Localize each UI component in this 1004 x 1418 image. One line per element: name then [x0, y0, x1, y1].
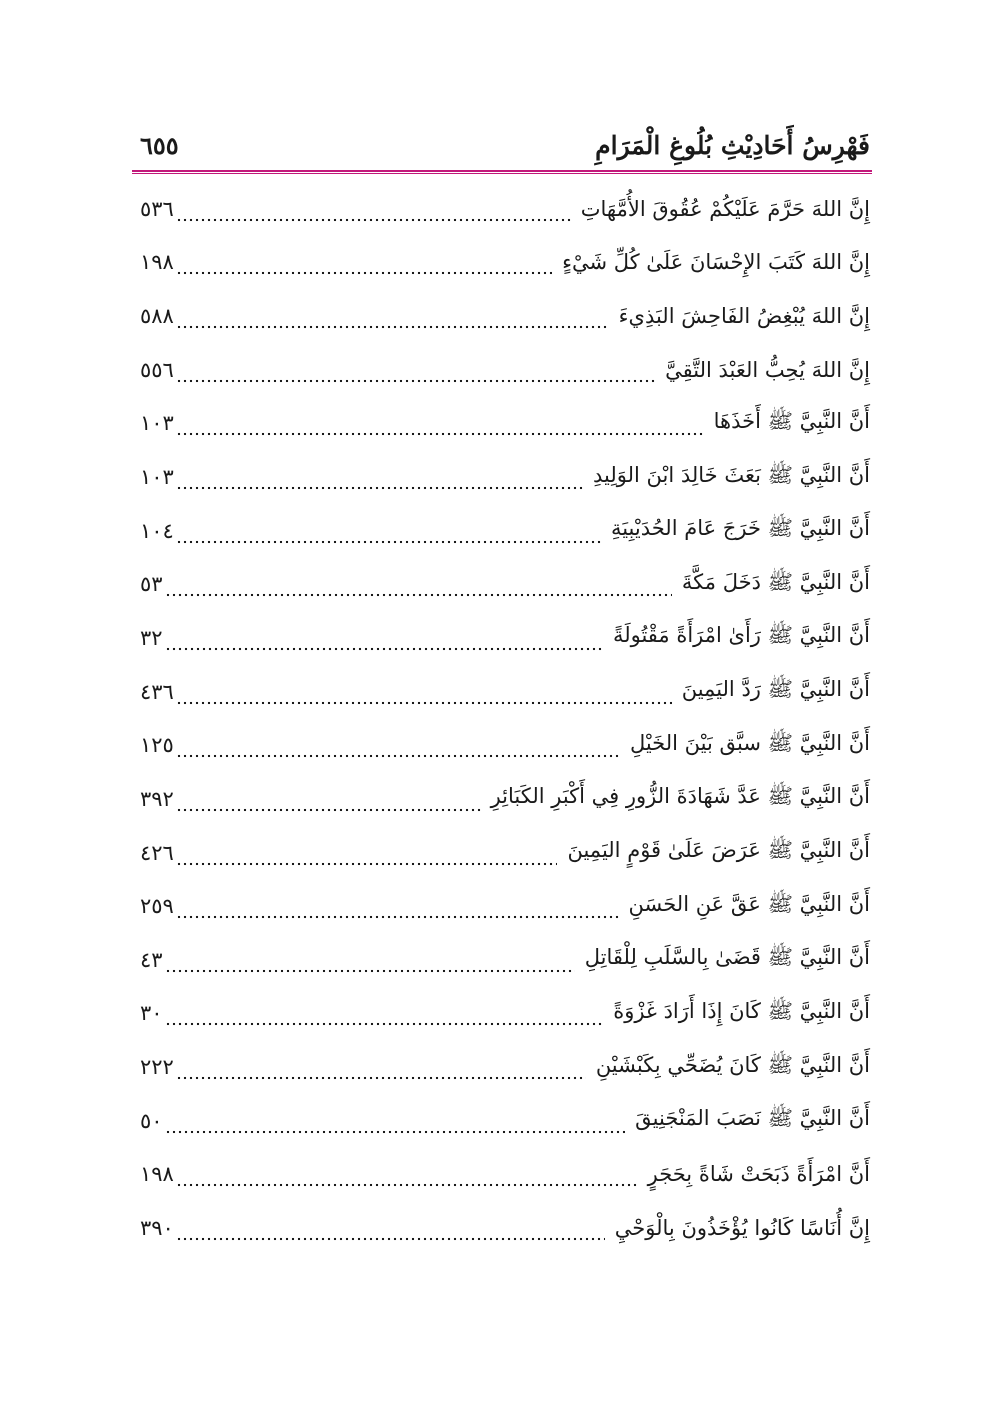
entry-text: إِنَّ اللهَ يُبْغِضُ الفَاحِشَ البَذِيءَ	[618, 304, 870, 329]
entry-page-number: ٥٠	[140, 1108, 163, 1133]
entry-text: أَنَّ النَّبِيَّ ﷺ نَصَبَ المَنْجَنِيقَ	[635, 1106, 870, 1131]
entry-page-number: ٥٣	[140, 572, 163, 597]
dot-leader	[165, 628, 603, 652]
page-title: فَهْرِسُ أَحَادِيْثِ بُلُوغِ الْمَرَامِ	[595, 130, 870, 160]
dot-leader	[176, 199, 571, 223]
entry-text: إِنَّ اللهَ حَرَّمَ عَلَيْكُمْ عُقُوقَ الأُمَّهَاتِ	[580, 196, 870, 221]
index-entry	[140, 557, 870, 611]
entry-text: أَنَّ النَّبِيَّ ﷺ أَخَذَهَا	[713, 408, 870, 433]
entry-text: إِنَّ اللهَ يُحِبُّ العَبْدَ التَّقِيَّ	[665, 357, 870, 382]
index-entry	[140, 450, 870, 504]
index-entry	[140, 933, 870, 987]
dot-leader	[176, 1057, 586, 1081]
entry-text: أَنَّ النَّبِيَّ ﷺ بَعَثَ خَالِدَ ابْنَ الوَلِيدِ	[593, 462, 870, 487]
page-header	[140, 128, 870, 162]
entry-text: أَنَّ النَّبِيَّ ﷺ رَدَّ اليَمِينَ	[681, 677, 870, 702]
index-entry	[140, 182, 870, 236]
dot-leader	[176, 360, 655, 384]
entry-page-number: ١٩٨	[140, 1162, 174, 1187]
index-entry	[140, 611, 870, 665]
entry-text: أَنَّ النَّبِيَّ ﷺ عَرَضَ عَلَىٰ قَوْمٍ اليَمِينَ	[567, 838, 870, 862]
entry-text: أَنَّ النَّبِيَّ ﷺ سبَّق بَيْنَ الخَيْلِ	[629, 730, 870, 755]
dot-leader	[176, 1164, 638, 1188]
entry-page-number: ٤٣٦	[140, 679, 174, 704]
dot-leader	[176, 1218, 605, 1242]
dot-leader	[176, 843, 558, 867]
index-entry	[140, 879, 870, 933]
hadith-index-list	[140, 182, 870, 1255]
index-entry	[140, 1094, 870, 1148]
index-entry	[140, 718, 870, 772]
index-entry	[140, 826, 870, 880]
entry-page-number: ٣٢	[140, 625, 163, 650]
index-entry	[140, 504, 870, 558]
entry-text: أَنَّ النَّبِيَّ ﷺ كَانَ يُضَحِّي بِكَبْشَيْنِ	[595, 1052, 870, 1077]
entry-text: أَنَّ النَّبِيَّ ﷺ عَقَّ عَنِ الحَسَنِ	[628, 891, 870, 916]
dot-leader	[176, 682, 672, 706]
dot-leader	[176, 467, 583, 491]
index-entry	[140, 665, 870, 719]
entry-page-number: ١٠٤	[140, 518, 174, 543]
entry-page-number: ٥٥٦	[140, 357, 174, 382]
dot-leader	[165, 574, 672, 598]
index-entry	[140, 1040, 870, 1094]
entry-page-number: ٥٨٨	[140, 304, 174, 329]
entry-page-number: ١٩٨	[140, 250, 174, 275]
entry-text: أَنَّ النَّبِيَّ ﷺ خَرَجَ عَامَ الحُدَيْبِيَةِ	[610, 516, 870, 541]
index-entry	[140, 1201, 870, 1255]
dot-leader	[165, 950, 575, 974]
index-entry	[140, 987, 870, 1041]
index-entry	[140, 772, 870, 826]
dot-leader	[176, 252, 552, 276]
page-number: ٦٥٥	[140, 130, 179, 160]
index-entry	[140, 1148, 870, 1202]
entry-page-number: ١٠٣	[140, 411, 174, 436]
entry-page-number: ٥٣٦	[140, 196, 174, 221]
entry-page-number: ٣٩٢	[140, 786, 174, 811]
entry-page-number: ١٢٥	[140, 733, 174, 758]
entry-page-number: ٢٥٩	[140, 894, 174, 919]
index-entry	[140, 343, 870, 397]
entry-page-number: ٤٣	[140, 947, 163, 972]
entry-page-number: ٢٢٢	[140, 1055, 174, 1080]
index-entry	[140, 397, 870, 451]
entry-page-number: ٣٠	[140, 1001, 163, 1026]
entry-text: أَنَّ النَّبِيَّ ﷺ كَانَ إِذَا أَرَادَ غَزْوَةً	[613, 998, 870, 1023]
dot-leader	[176, 413, 704, 437]
index-entry	[140, 236, 870, 290]
entry-text: أَنَّ النَّبِيَّ ﷺ رَأَىٰ امْرَأَةً مَقْتُولَةً	[612, 623, 870, 648]
dot-leader	[176, 735, 620, 759]
dot-leader	[176, 521, 601, 545]
dot-leader	[176, 789, 481, 813]
index-entry	[140, 289, 870, 343]
header-divider	[132, 170, 872, 174]
dot-leader	[165, 1003, 604, 1027]
entry-text: إِنَّ اللهَ كَتَبَ الإِحْسَانَ عَلَىٰ كُلِّ شَيْءٍ	[562, 250, 870, 275]
dot-leader	[176, 896, 619, 920]
dot-leader	[165, 1111, 626, 1135]
entry-text: أَنَّ النَّبِيَّ ﷺ قَضَىٰ بِالسَّلَبِ لِلْقَاتِلِ	[584, 945, 870, 970]
entry-text: إِنَّ أُنَاسًا كَانُوا يُؤْخَذُونَ بِالْوَحْيِ	[614, 1215, 870, 1240]
entry-page-number: ٤٢٦	[140, 840, 174, 865]
entry-page-number: ٣٩٠	[140, 1215, 174, 1240]
entry-text: أَنَّ امْرَأَةً ذَبَحَتْ شَاةً بِحَجَرٍ	[647, 1162, 870, 1187]
entry-text: أَنَّ النَّبِيَّ ﷺ عَدَّ شَهَادَةَ الزُّورِ فِي أَكْبَرِ الكَبَائِرِ	[490, 784, 870, 809]
entry-text: أَنَّ النَّبِيَّ ﷺ دَخَلَ مَكَّةَ	[681, 569, 870, 594]
entry-page-number: ١٠٣	[140, 465, 174, 490]
dot-leader	[176, 306, 609, 330]
